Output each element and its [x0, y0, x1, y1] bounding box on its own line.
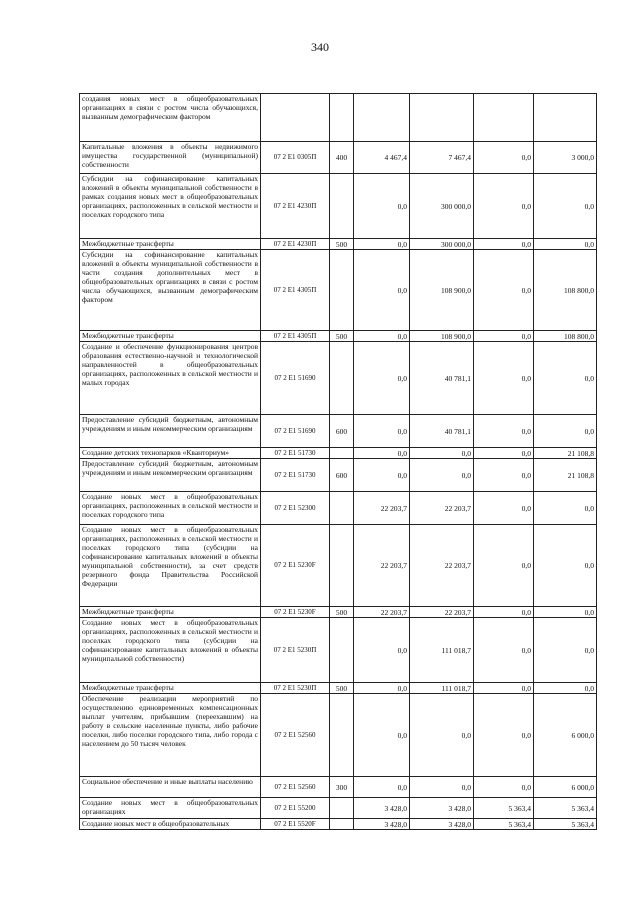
row-name-cell: Обеспечение реализации мероприятий по осуществлению единовременных компенсационных выплат учителям, прибывшим (переехавшим) на работу в сельские населенные пункты, либо рабочие поселки, либо поселки городского типа, либо города с населением до 50 тысяч человек — [80, 694, 261, 777]
row-value-3-cell — [474, 94, 534, 142]
row-name-cell: Межбюджетные трансферты — [80, 239, 261, 250]
row-value-2-cell: 40 781,1 — [410, 342, 474, 415]
row-value-4-cell: 3 000,0 — [534, 142, 597, 174]
table-row — [80, 142, 597, 174]
row-value-4-cell: 0,0 — [534, 342, 597, 415]
row-value-3-cell: 5 363,4 — [474, 819, 534, 830]
row-value-4-cell: 5 363,4 — [534, 798, 597, 819]
row-value-2-cell: 7 467,4 — [410, 142, 474, 174]
row-expense-type-cell: 300 — [330, 777, 354, 798]
row-value-4-cell: 21 108,8 — [534, 459, 597, 492]
row-code-cell — [261, 94, 330, 142]
table-row — [80, 694, 597, 777]
row-value-3-cell: 0,0 — [474, 250, 534, 331]
row-value-4-cell: 21 108,8 — [534, 448, 597, 459]
row-value-2-cell: 300 000,0 — [410, 239, 474, 250]
row-expense-type-cell: 500 — [330, 239, 354, 250]
row-code-cell: 07 2 E1 55200 — [261, 798, 330, 819]
row-name-cell: Создание новых мест в общеобразовательных — [80, 819, 261, 830]
row-value-2-cell — [410, 94, 474, 142]
table-row — [80, 174, 597, 239]
row-value-4-cell: 6 000,0 — [534, 694, 597, 777]
row-code-cell: 07 2 E1 5230F — [261, 525, 330, 607]
row-expense-type-cell: 500 — [330, 607, 354, 618]
row-code-cell: 07 2 E1 5520F — [261, 819, 330, 830]
row-value-1-cell: 0,0 — [354, 618, 410, 683]
row-name-cell: Межбюджетные трансферты — [80, 683, 261, 694]
row-name-cell: Предоставление субсидий бюджетным, автономным учреждениям и иным некоммерческим организациям — [80, 459, 261, 492]
row-expense-type-cell — [330, 798, 354, 819]
row-value-1-cell: 22 203,7 — [354, 492, 410, 525]
row-value-1-cell: 0,0 — [354, 777, 410, 798]
row-name-cell: Создание новых мест в общеобразовательных организациях, расположенных в сельской местности и поселках городского типа (субсидии на софинансирование капитальных вложений в объекты муниципальной собственности), за счет средств резервного фонда Правительства Российской Федерации — [80, 525, 261, 607]
row-value-1-cell: 3 428,0 — [354, 819, 410, 830]
row-value-3-cell: 0,0 — [474, 174, 534, 239]
row-expense-type-cell — [330, 492, 354, 525]
row-value-1-cell: 0,0 — [354, 683, 410, 694]
row-value-3-cell: 0,0 — [474, 459, 534, 492]
row-expense-type-cell: 600 — [330, 415, 354, 448]
row-value-2-cell: 300 000,0 — [410, 174, 474, 239]
row-value-3-cell: 0,0 — [474, 777, 534, 798]
table-row — [80, 415, 597, 448]
row-value-4-cell: 6 000,0 — [534, 777, 597, 798]
row-expense-type-cell — [330, 174, 354, 239]
row-value-4-cell: 0,0 — [534, 174, 597, 239]
row-value-4-cell: 0,0 — [534, 415, 597, 448]
row-expense-type-cell: 500 — [330, 683, 354, 694]
row-value-3-cell: 0,0 — [474, 342, 534, 415]
row-value-3-cell: 0,0 — [474, 694, 534, 777]
row-expense-type-cell — [330, 819, 354, 830]
row-value-4-cell: 0,0 — [534, 492, 597, 525]
row-value-2-cell: 111 018,7 — [410, 618, 474, 683]
table-row — [80, 448, 597, 459]
row-value-4-cell: 0,0 — [534, 607, 597, 618]
row-value-4-cell: 5 363,4 — [534, 819, 597, 830]
row-name-cell: Создание новых мест в общеобразовательных организациях, расположенных в сельской местности и поселках городского типа (субсидии на софинансирование капитальных вложений в объекты муниципальной собственности) — [80, 618, 261, 683]
table-row — [80, 459, 597, 492]
table-row — [80, 618, 597, 683]
row-value-1-cell: 0,0 — [354, 250, 410, 331]
table-row — [80, 607, 597, 618]
row-code-cell: 07 2 E1 51690 — [261, 415, 330, 448]
row-name-cell: Субсидии на софинансирование капитальных вложений в объекты муниципальной собственности в рамках создания новых мест в общеобразовательных организациях, расположенных в сельской местности и поселках городского типа — [80, 174, 261, 239]
table-row — [80, 819, 597, 830]
row-name-cell: создания новых мест в общеобразовательных организациях в связи с ростом числа обучающихся, вызванным демографическим фактором — [80, 94, 261, 142]
row-value-2-cell: 22 203,7 — [410, 492, 474, 525]
row-code-cell: 07 2 E1 5230F — [261, 607, 330, 618]
row-value-1-cell: 22 203,7 — [354, 607, 410, 618]
row-value-2-cell: 108 900,0 — [410, 250, 474, 331]
row-value-2-cell: 0,0 — [410, 448, 474, 459]
row-name-cell: Социальное обеспечение и иные выплаты населению — [80, 777, 261, 798]
table-row — [80, 250, 597, 331]
row-value-3-cell: 0,0 — [474, 607, 534, 618]
row-code-cell: 07 2 E1 51730 — [261, 459, 330, 492]
row-expense-type-cell: 500 — [330, 331, 354, 342]
row-expense-type-cell — [330, 94, 354, 142]
row-value-1-cell: 0,0 — [354, 331, 410, 342]
row-value-1-cell: 0,0 — [354, 174, 410, 239]
row-code-cell: 07 2 E1 51690 — [261, 342, 330, 415]
row-name-cell: Предоставление субсидий бюджетным, автономным учреждениям и иным некоммерческим организациям — [80, 415, 261, 448]
table-body — [80, 94, 597, 830]
row-value-2-cell: 40 781,1 — [410, 415, 474, 448]
table-row — [80, 94, 597, 142]
row-code-cell: 07 2 E1 52560 — [261, 777, 330, 798]
row-value-2-cell: 22 203,7 — [410, 525, 474, 607]
row-value-4-cell: 0,0 — [534, 618, 597, 683]
row-value-2-cell: 108 900,0 — [410, 331, 474, 342]
row-value-2-cell: 0,0 — [410, 459, 474, 492]
row-value-1-cell: 22 203,7 — [354, 525, 410, 607]
table-row — [80, 683, 597, 694]
row-value-3-cell: 0,0 — [474, 618, 534, 683]
row-name-cell: Создание новых мест в общеобразовательных организациях, расположенных в сельской местности и поселках городского типа — [80, 492, 261, 525]
row-value-1-cell: 0,0 — [354, 239, 410, 250]
row-expense-type-cell — [330, 618, 354, 683]
table-row — [80, 331, 597, 342]
row-value-4-cell — [534, 94, 597, 142]
row-expense-type-cell — [330, 250, 354, 331]
row-code-cell: 07 2 E1 4230П — [261, 239, 330, 250]
row-code-cell: 07 2 E1 51730 — [261, 448, 330, 459]
row-name-cell: Межбюджетные трансферты — [80, 331, 261, 342]
row-value-1-cell — [354, 94, 410, 142]
row-value-4-cell: 0,0 — [534, 239, 597, 250]
row-value-3-cell: 0,0 — [474, 448, 534, 459]
row-value-1-cell: 0,0 — [354, 342, 410, 415]
table-row — [80, 777, 597, 798]
row-value-3-cell: 0,0 — [474, 525, 534, 607]
row-value-3-cell: 0,0 — [474, 415, 534, 448]
row-value-2-cell: 0,0 — [410, 694, 474, 777]
row-value-1-cell: 4 467,4 — [354, 142, 410, 174]
row-expense-type-cell: 400 — [330, 142, 354, 174]
row-name-cell: Создание новых мест в общеобразовательных организациях — [80, 798, 261, 819]
row-code-cell: 07 2 E1 4230П — [261, 174, 330, 239]
row-name-cell: Создание детских технопарков «Кванториум» — [80, 448, 261, 459]
row-value-1-cell: 0,0 — [354, 694, 410, 777]
table-row — [80, 342, 597, 415]
row-name-cell: Создание и обеспечение функционирования центров образования естественно-научной и технологической направленностей в общеобразовательных организациях, расположенных в сельской местности и малых городах — [80, 342, 261, 415]
row-code-cell: 07 2 E1 4305П — [261, 331, 330, 342]
row-value-1-cell: 0,0 — [354, 448, 410, 459]
row-code-cell: 07 2 E1 52300 — [261, 492, 330, 525]
row-value-4-cell: 0,0 — [534, 683, 597, 694]
row-name-cell: Межбюджетные трансферты — [80, 607, 261, 618]
row-expense-type-cell — [330, 525, 354, 607]
row-code-cell: 07 2 E1 5230П — [261, 683, 330, 694]
table-row — [80, 492, 597, 525]
row-value-2-cell: 0,0 — [410, 777, 474, 798]
row-value-2-cell: 3 428,0 — [410, 819, 474, 830]
row-name-cell: Капитальные вложения в объекты недвижимого имущества государственной (муниципальной) собственности — [80, 142, 261, 174]
row-value-4-cell: 108 800,0 — [534, 250, 597, 331]
row-value-2-cell: 22 203,7 — [410, 607, 474, 618]
row-value-2-cell: 111 018,7 — [410, 683, 474, 694]
row-value-4-cell: 0,0 — [534, 525, 597, 607]
row-value-3-cell: 0,0 — [474, 142, 534, 174]
row-code-cell: 07 2 E1 52560 — [261, 694, 330, 777]
row-expense-type-cell: 600 — [330, 459, 354, 492]
row-value-3-cell: 0,0 — [474, 492, 534, 525]
row-value-3-cell: 5 363,4 — [474, 798, 534, 819]
table-row — [80, 239, 597, 250]
row-code-cell: 07 2 E1 4305П — [261, 250, 330, 331]
row-expense-type-cell — [330, 342, 354, 415]
row-value-3-cell: 0,0 — [474, 331, 534, 342]
row-code-cell: 07 2 E1 0305П — [261, 142, 330, 174]
page-number: 340 — [311, 40, 329, 54]
row-code-cell: 07 2 E1 5230П — [261, 618, 330, 683]
row-value-1-cell: 0,0 — [354, 415, 410, 448]
row-value-1-cell: 0,0 — [354, 459, 410, 492]
table-row — [80, 525, 597, 607]
row-expense-type-cell — [330, 694, 354, 777]
row-value-3-cell: 0,0 — [474, 239, 534, 250]
row-value-2-cell: 3 428,0 — [410, 798, 474, 819]
row-expense-type-cell — [330, 448, 354, 459]
budget-table — [79, 93, 597, 830]
row-value-4-cell: 108 800,0 — [534, 331, 597, 342]
row-value-3-cell: 0,0 — [474, 683, 534, 694]
row-value-1-cell: 3 428,0 — [354, 798, 410, 819]
row-name-cell: Субсидии на софинансирование капитальных вложений в объекты муниципальной собственности в части создания дополнительных мест в общеобразовательных организациях в связи с ростом числа обучающихся, вызванным демографическим фактором — [80, 250, 261, 331]
table-row — [80, 798, 597, 819]
